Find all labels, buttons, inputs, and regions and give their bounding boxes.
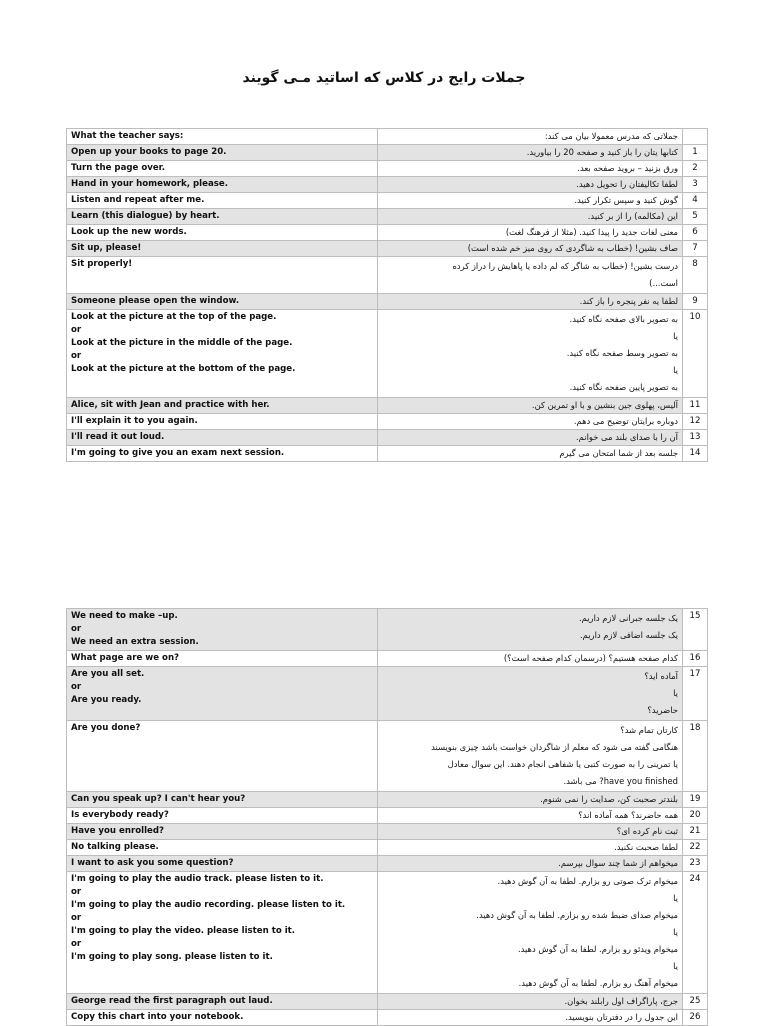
table-header-row — [67, 129, 708, 145]
english-phrase-line: Look at the picture at the bottom of the page. — [71, 364, 296, 374]
phrases-table-1 — [66, 128, 708, 462]
table-row — [67, 225, 708, 241]
english-phrase-cell — [67, 145, 378, 161]
row-number-cell: 11 — [683, 398, 708, 414]
row-number-cell: 6 — [683, 225, 708, 241]
row-number-cell: 10 — [683, 310, 708, 398]
row-number-cell: 12 — [683, 414, 708, 430]
persian-translation-cell — [378, 193, 683, 209]
persian-translation-line: معنی لغات جدید را پیدا کنید. (مثلا از فرهنگ لغت) — [505, 227, 678, 237]
row-number-cell: 8 — [683, 257, 708, 294]
english-phrase-line: George read the first paragraph out laud. — [71, 996, 273, 1006]
english-phrase-cell — [67, 430, 378, 446]
table-row — [67, 145, 708, 161]
table-row — [67, 193, 708, 209]
english-phrase-line: or — [71, 939, 82, 949]
english-phrase-line: I'm going to play the audio recording. please listen to it. — [71, 900, 346, 910]
row-number-cell: 1 — [683, 145, 708, 161]
persian-translation-line: جلسه بعد از شما امتحان می گیرم — [559, 448, 678, 458]
english-phrase-line: Open up your books to page 20. — [71, 147, 227, 157]
persian-translation-line: have you finished? می باشد. — [563, 776, 678, 786]
english-phrase-cell — [67, 792, 378, 808]
persian-translation-line: صاف بشین! (خطاب به شاگردی که روی میز خم شده است) — [467, 243, 678, 253]
table-row — [67, 398, 708, 414]
english-phrase-cell — [67, 193, 378, 209]
english-phrase-line: Is everybody ready? — [71, 810, 169, 820]
persian-translation-line: این (مکالمه) را از بر کنید. — [587, 211, 678, 221]
english-phrase-line: Look up the new words. — [71, 227, 187, 237]
english-phrase-cell — [67, 294, 378, 310]
persian-translation-cell — [378, 872, 683, 994]
english-phrase-line: or — [71, 351, 82, 361]
english-phrase-cell — [67, 840, 378, 856]
english-phrase-line: or — [71, 325, 82, 335]
persian-translation-line: این جدول را در دفترتان بنویسید. — [565, 1012, 678, 1022]
row-number-cell: 24 — [683, 872, 708, 994]
phrases-table-2 — [66, 608, 708, 1026]
persian-translation-cell — [378, 792, 683, 808]
english-phrase-line: Copy this chart into your notebook. — [71, 1012, 244, 1022]
english-phrase-line: No talking please. — [71, 842, 159, 852]
persian-translation-line: یا — [673, 688, 678, 698]
table-row — [67, 310, 708, 398]
persian-translation-line: میخوام ویدئو رو بزارم. لطفا به آن گوش دهید. — [517, 944, 678, 954]
persian-translation-cell — [378, 310, 683, 398]
persian-translation-line: به تصویر پایین صفحه نگاه کنید. — [569, 382, 678, 392]
persian-translation-line: کدام صفحه هستیم؟ (درسمان کدام صفحه است؟) — [503, 653, 678, 663]
row-number-cell: 3 — [683, 177, 708, 193]
english-phrase-line: Hand in your homework, please. — [71, 179, 228, 189]
persian-translation-cell — [378, 667, 683, 721]
persian-translation-line: میخوام صدای ضبط شده رو بزارم. لطفا به آن گوش دهید. — [476, 910, 678, 920]
english-phrase-cell — [67, 609, 378, 651]
english-phrase-line: Sit up, please! — [71, 243, 142, 253]
english-phrase-line: We need an extra session. — [71, 637, 199, 647]
english-phrase-line: Can you speak up? I can't hear you? — [71, 794, 246, 804]
persian-translation-line: آلیس، پهلوی جین بنشین و با او تمرین کن. — [531, 400, 678, 410]
english-phrase-line: We need to make –up. — [71, 611, 178, 621]
row-number-cell: 4 — [683, 193, 708, 209]
english-phrase-line: Look at the picture in the middle of the page. — [71, 338, 293, 348]
persian-translation-line: کتابها یتان را باز کنید و صفحه 20 را بیاورید. — [526, 147, 678, 157]
english-phrase-line: I'm going to give you an exam next session. — [71, 448, 285, 458]
english-phrase-cell — [67, 667, 378, 721]
row-number-cell: 21 — [683, 824, 708, 840]
table-row — [67, 840, 708, 856]
persian-translation-line: همه حاضرند؟ همه آماده اند؟ — [578, 810, 678, 820]
persian-translation-cell — [378, 651, 683, 667]
persian-translation-cell — [378, 609, 683, 651]
persian-translation-line: هنگامی گفته می شود که معلم از شاگردان خواست باشد چیزی بنویسند — [431, 742, 678, 752]
persian-translation-line: میخوام ترک صوتی رو بزارم. لطفا به آن گوش دهید. — [497, 876, 678, 886]
row-number-cell: 25 — [683, 994, 708, 1010]
persian-translation-cell — [378, 257, 683, 294]
persian-translation-cell — [378, 177, 683, 193]
persian-translation-line: به تصویر بالای صفحه نگاه کنید. — [569, 314, 678, 324]
persian-translation-cell — [378, 161, 683, 177]
english-phrase-cell — [67, 1010, 378, 1026]
persian-translation-line: لطفا تکالیفتان را تحویل دهید. — [576, 179, 678, 189]
persian-translation-cell — [378, 145, 683, 161]
english-phrase-line: Alice, sit with Jean and practice with her. — [71, 400, 270, 410]
persian-translation-cell — [378, 808, 683, 824]
english-phrase-line: or — [71, 682, 82, 692]
english-phrase-line: or — [71, 624, 82, 634]
english-phrase-line: I'm going to play the video. please listen to it. — [71, 926, 296, 936]
english-phrase-cell — [67, 209, 378, 225]
table-row — [67, 294, 708, 310]
persian-translation-line: ورق بزنید – بروید صفحه بعد. — [577, 163, 678, 173]
persian-translation-line: کارتان تمام شد؟ — [620, 725, 678, 735]
english-phrase-cell — [67, 241, 378, 257]
english-phrase-line: Are you all set. — [71, 669, 145, 679]
persian-translation-cell — [378, 721, 683, 792]
row-number-cell: 22 — [683, 840, 708, 856]
persian-translation-line: دوباره برایتان توضیح می دهم. — [573, 416, 678, 426]
persian-translation-line: جرج، پاراگراف اول رابلند بخوان. — [564, 996, 678, 1006]
persian-translation-cell — [378, 430, 683, 446]
table-row — [67, 414, 708, 430]
english-phrase-line: I'll read it out loud. — [71, 432, 165, 442]
english-phrase-line: Someone please open the window. — [71, 296, 240, 306]
table-row — [67, 792, 708, 808]
persian-translation-cell — [378, 294, 683, 310]
persian-translation-line: ثبت نام کرده ای؟ — [616, 826, 678, 836]
table-row — [67, 257, 708, 294]
table-row — [67, 667, 708, 721]
persian-translation-line: لطفا صحبت نکنید. — [614, 842, 678, 852]
row-number-cell: 7 — [683, 241, 708, 257]
row-number-cell: 5 — [683, 209, 708, 225]
persian-translation-line: است...) — [649, 278, 678, 288]
persian-translation-cell — [378, 824, 683, 840]
persian-translation-line: بلندتر صحبت کن، صدایت را نمی شنوم. — [540, 794, 678, 804]
persian-translation-line: میخواهم از شما چند سوال بپرسم. — [558, 858, 678, 868]
english-column-header: What the teacher says: — [67, 129, 378, 145]
persian-translation-cell — [378, 414, 683, 430]
row-number-cell: 19 — [683, 792, 708, 808]
table-row — [67, 1010, 708, 1026]
english-phrase-cell — [67, 398, 378, 414]
table-row — [67, 177, 708, 193]
table-row — [67, 651, 708, 667]
persian-translation-cell — [378, 994, 683, 1010]
english-phrase-cell — [67, 651, 378, 667]
english-phrase-line: Look at the picture at the top of the page. — [71, 312, 277, 322]
persian-translation-line: یا — [673, 893, 678, 903]
row-number-cell: 18 — [683, 721, 708, 792]
persian-translation-line: آن را با صدای بلند می خوانم. — [576, 432, 678, 442]
table-row — [67, 430, 708, 446]
english-phrase-line: Are you ready. — [71, 695, 142, 705]
persian-translation-cell — [378, 241, 683, 257]
persian-translation-line: یا — [673, 927, 678, 937]
number-column-header — [683, 129, 708, 145]
english-phrase-cell — [67, 177, 378, 193]
persian-translation-line: یا — [673, 331, 678, 341]
english-phrase-cell — [67, 414, 378, 430]
english-phrase-cell — [67, 446, 378, 462]
english-phrase-line: Learn (this dialogue) by heart. — [71, 211, 220, 221]
persian-column-header: جملاتی که مدرس معمولا بیان می کند: — [378, 129, 683, 145]
persian-translation-cell — [378, 398, 683, 414]
row-number-cell: 26 — [683, 1010, 708, 1026]
persian-translation-line: آماده اید؟ — [644, 671, 678, 681]
persian-translation-line: گوش کنید و سپس تکرار کنید. — [574, 195, 678, 205]
row-number-cell: 14 — [683, 446, 708, 462]
page-title: جملات رایج در کلاس که اساتید مـی گویند — [242, 70, 526, 86]
table-row — [67, 446, 708, 462]
english-phrase-line: Turn the page over. — [71, 163, 165, 173]
english-phrase-line: Listen and repeat after me. — [71, 195, 205, 205]
table-row — [67, 856, 708, 872]
row-number-cell: 2 — [683, 161, 708, 177]
english-phrase-line: Are you done? — [71, 723, 141, 733]
english-phrase-cell — [67, 257, 378, 294]
persian-translation-cell — [378, 856, 683, 872]
table-row — [67, 872, 708, 994]
table-row — [67, 241, 708, 257]
english-phrase-cell — [67, 310, 378, 398]
persian-translation-cell — [378, 225, 683, 241]
english-phrase-cell — [67, 856, 378, 872]
persian-translation-cell — [378, 840, 683, 856]
english-phrase-line: I'll explain it to you again. — [71, 416, 198, 426]
persian-translation-cell — [378, 446, 683, 462]
english-phrase-line: I'm going to play the audio track. please listen to it. — [71, 874, 324, 884]
english-phrase-line: Have you enrolled? — [71, 826, 164, 836]
row-number-cell: 23 — [683, 856, 708, 872]
english-phrase-cell — [67, 225, 378, 241]
english-phrase-line: or — [71, 913, 82, 923]
english-phrase-line: I'm going to play song. please listen to it. — [71, 952, 273, 962]
persian-translation-line: درست بشین! (خطاب به شاگر که لم داده یا پاهایش را دراز کرده — [452, 261, 678, 271]
english-phrase-line: What page are we on? — [71, 653, 180, 663]
persian-translation-line: یا تمرینی را به صورت کتبی یا شفاهی انجام دهند. این سوال معادل — [447, 759, 678, 769]
persian-translation-cell — [378, 209, 683, 225]
persian-translation-line: یک جلسه اضافی لازم داریم. — [579, 630, 678, 640]
persian-translation-line: لطفا یه نفر پنجره را باز کند. — [579, 296, 678, 306]
table-row — [67, 808, 708, 824]
english-phrase-cell — [67, 824, 378, 840]
english-phrase-cell — [67, 721, 378, 792]
row-number-cell: 13 — [683, 430, 708, 446]
persian-translation-line: یا — [673, 961, 678, 971]
persian-translation-line: حاضرید؟ — [647, 705, 678, 715]
persian-translation-cell — [378, 1010, 683, 1026]
row-number-cell: 9 — [683, 294, 708, 310]
table-row — [67, 609, 708, 651]
english-phrase-cell — [67, 872, 378, 994]
english-phrase-line: or — [71, 887, 82, 897]
table-row — [67, 161, 708, 177]
row-number-cell: 15 — [683, 609, 708, 651]
english-phrase-cell — [67, 161, 378, 177]
table-row — [67, 994, 708, 1010]
english-phrase-line: Sit properly! — [71, 259, 133, 269]
persian-translation-line: به تصویر وسط صفحه نگاه کنید. — [566, 348, 678, 358]
row-number-cell: 16 — [683, 651, 708, 667]
table-row — [67, 824, 708, 840]
table-row — [67, 721, 708, 792]
row-number-cell: 20 — [683, 808, 708, 824]
english-phrase-cell — [67, 808, 378, 824]
english-phrase-cell — [67, 994, 378, 1010]
persian-translation-line: یک جلسه جبرانی لازم داریم. — [578, 613, 678, 623]
persian-translation-line: میخوام آهنگ رو بزارم. لطفا به آن گوش دهید. — [518, 978, 678, 988]
table-row — [67, 209, 708, 225]
persian-translation-line: یا — [673, 365, 678, 375]
row-number-cell: 17 — [683, 667, 708, 721]
english-phrase-line: I want to ask you some question? — [71, 858, 234, 868]
